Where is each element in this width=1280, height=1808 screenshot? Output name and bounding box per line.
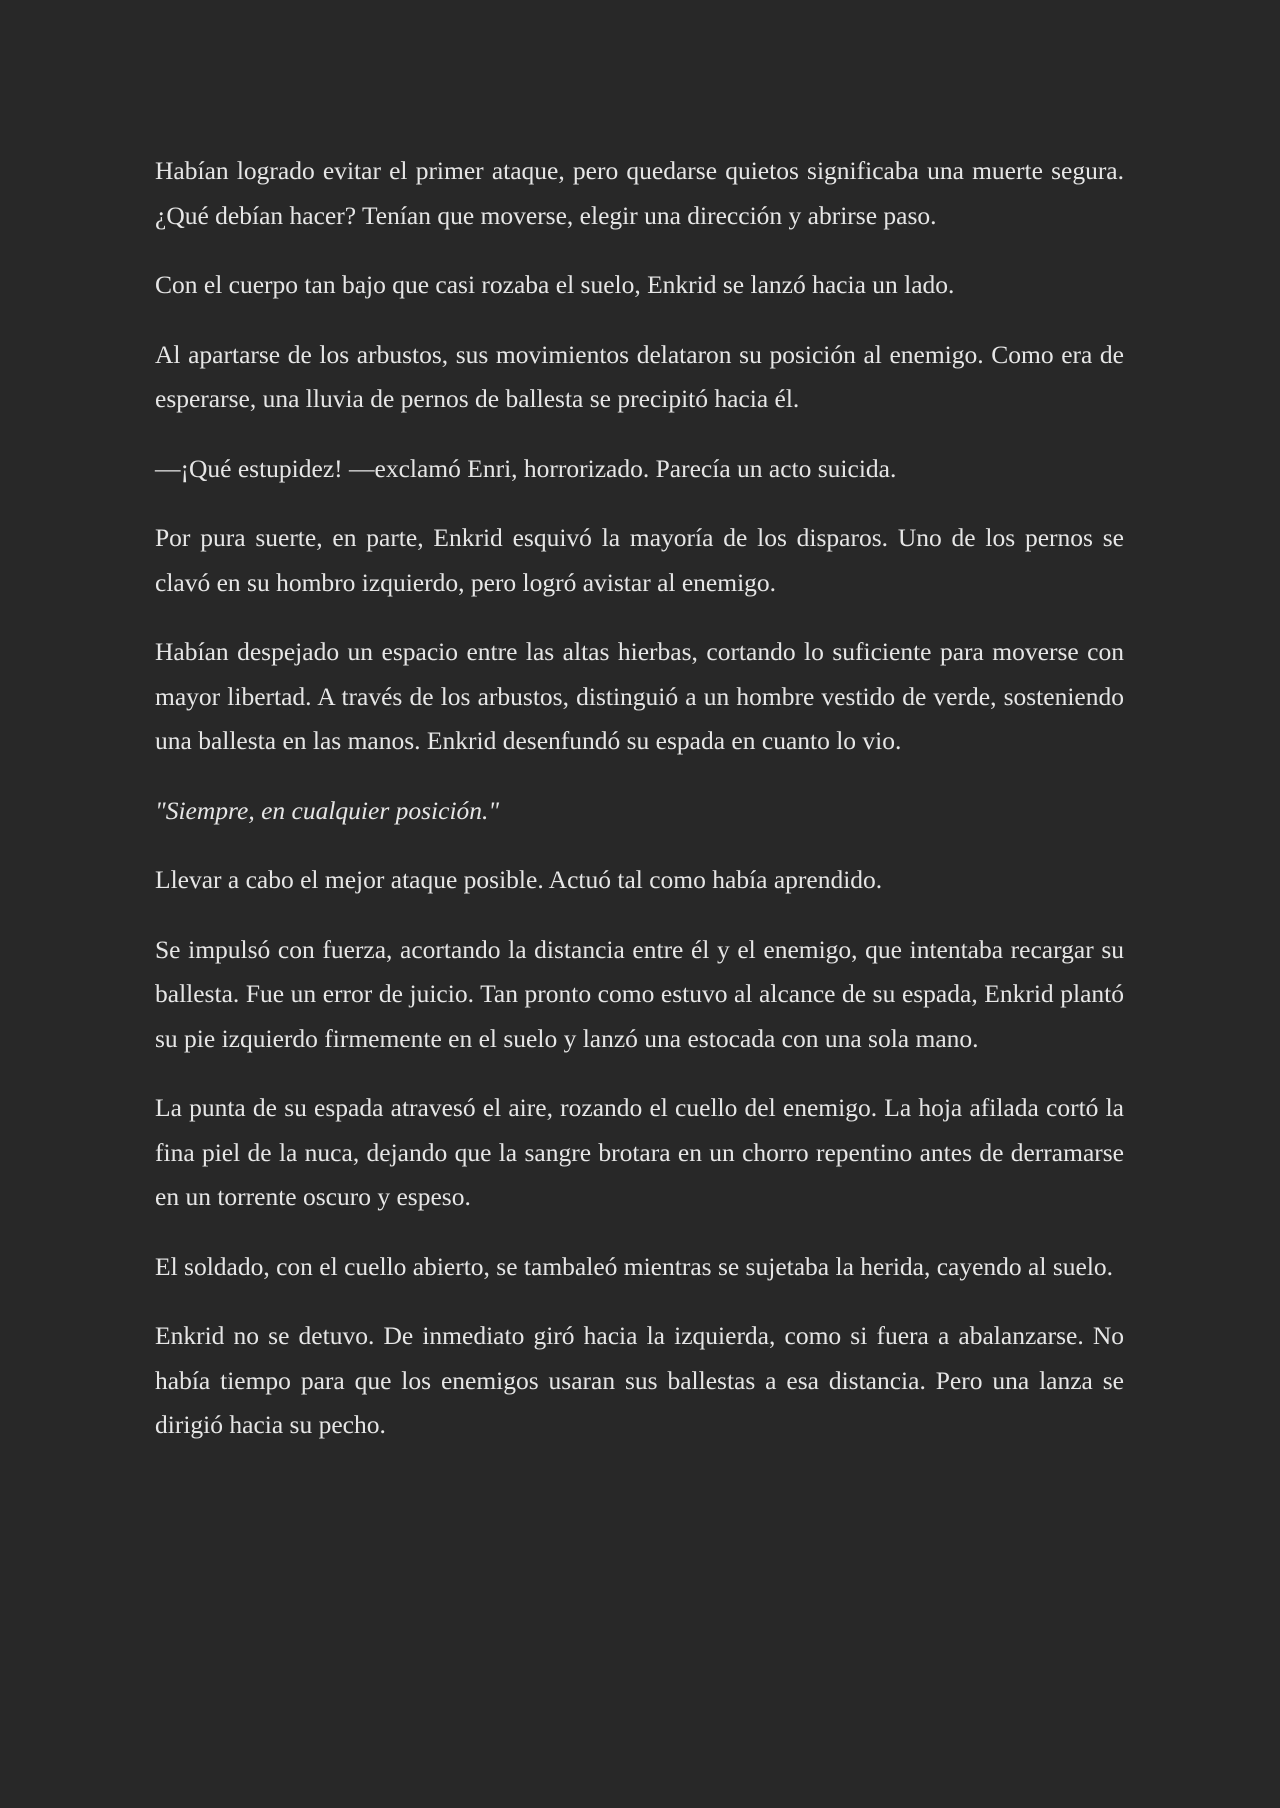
- paragraph-7-thought: "Siempre, en cualquier posición.": [155, 795, 500, 825]
- reader-page: [155, 149, 1124, 1473]
- paragraph-3: Al apartarse de los arbustos, sus movimientos delataron su posición al enemigo. Como era de esperarse, una lluvia de pernos de ballesta se precipitó hacia él.: [155, 339, 1124, 413]
- paragraph-8: Llevar a cabo el mejor ataque posible. Actuó tal como había aprendido.: [155, 865, 883, 894]
- paragraph-6: Habían despejado un espacio entre las altas hierbas, cortando lo suficiente para moverse con mayor libertad. A través de los arbustos, distinguió a un hombre vestido de verde, sosteniendo una ballesta en las manos. Enkrid desenfundó su espada en cuanto lo vio.: [155, 637, 1124, 755]
- paragraph-1: Habían logrado evitar el primer ataque, pero quedarse quietos significaba una muerte segura. ¿Qué debían hacer? Tenían que moverse, elegir una dirección y abrirse paso.: [155, 156, 1124, 230]
- paragraph-4-dialogue: —¡Qué estupidez! —exclamó Enri, horrorizado. Parecía un acto suicida.: [155, 453, 897, 483]
- paragraph-5: Por pura suerte, en parte, Enkrid esquivó la mayoría de los disparos. Uno de los pernos se clavó en su hombro izquierdo, pero logró avistar al enemigo.: [155, 523, 1124, 597]
- paragraph-11: El soldado, con el cuello abierto, se tambaleó mientras se sujetaba la herida, cayendo al suelo.: [155, 1251, 1114, 1281]
- paragraph-10: La punta de su espada atravesó el aire, rozando el cuello del enemigo. La hoja afilada cortó la fina piel de la nuca, dejando que la sangre brotara en un chorro repentino antes de derramarse en un torrente oscuro y espeso.: [155, 1093, 1124, 1211]
- paragraph-2: Con el cuerpo tan bajo que casi rozaba el suelo, Enkrid se lanzó hacia un lado.: [155, 270, 955, 299]
- paragraph-9: Se impulsó con fuerza, acortando la distancia entre él y el enemigo, que intentaba recargar su ballesta. Fue un error de juicio. Tan pronto como estuvo al alcance de su espada, Enkrid plantó su pie izquierdo firmemente en el suelo y lanzó una estocada con una sola mano.: [155, 934, 1124, 1053]
- paragraph-12: Enkrid no se detuvo. De inmediato giró hacia la izquierda, como si fuera a abalanzarse. No había tiempo para que los enemigos usaran sus ballestas a esa distancia. Pero una lanza se dirigió hacia su pecho.: [155, 1321, 1124, 1439]
